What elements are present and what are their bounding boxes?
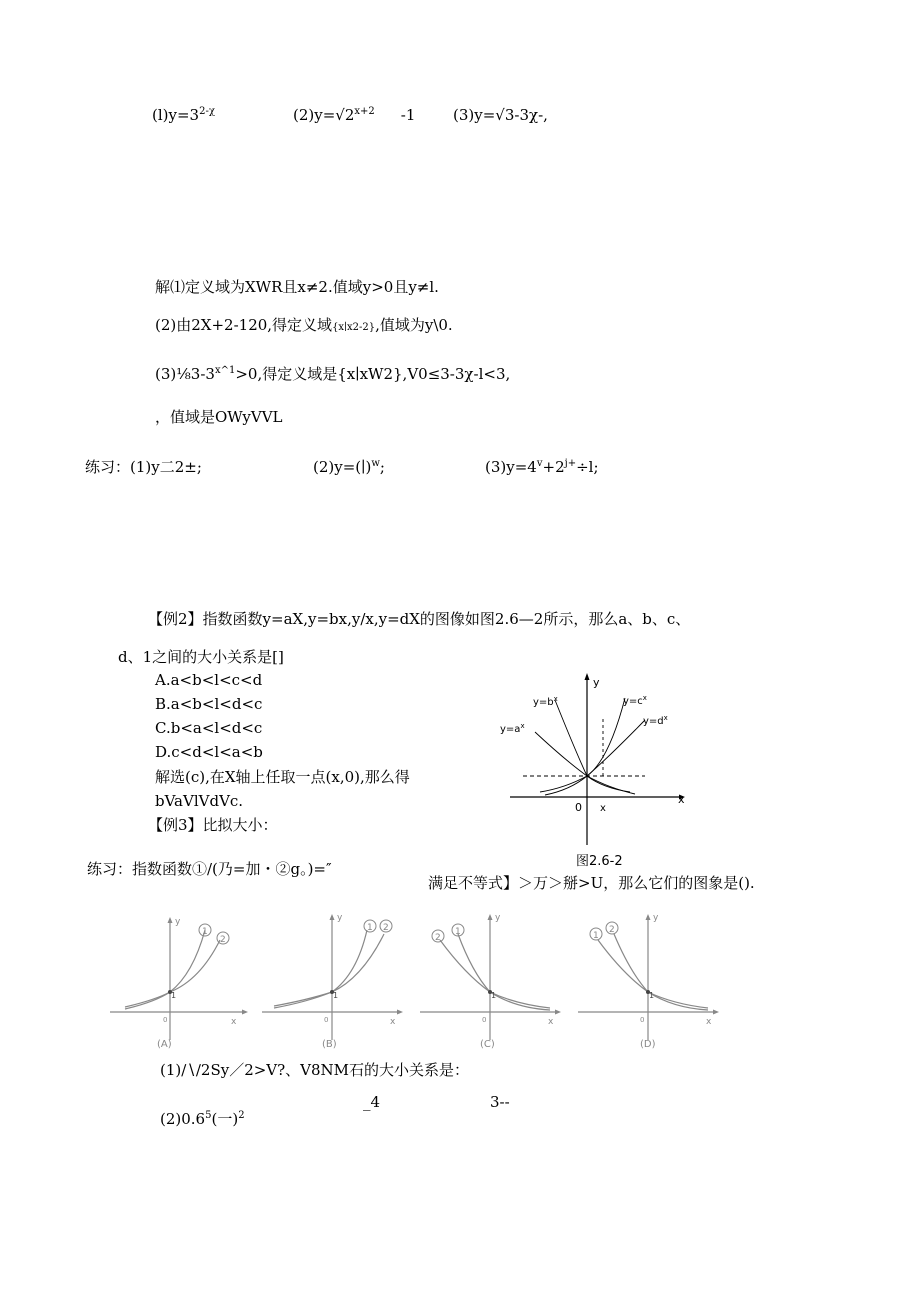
svg-text:0: 0 (324, 1016, 329, 1024)
svg-text:0: 0 (482, 1016, 487, 1024)
graph-label-b: (B) (322, 1039, 337, 1050)
figure-caption: 图2.6-2 (576, 854, 623, 869)
graph-label-c: (C) (480, 1039, 495, 1050)
curve-label-b: $y=b^x$ (533, 695, 558, 708)
svg-text:1: 1 (171, 991, 177, 1000)
svg-text:2: 2 (609, 925, 615, 935)
svg-text:2: 2 (383, 923, 389, 933)
compare-question-1: (1)∕∖∕2Sy／2>V?、V8NM石的大小关系是： (160, 1061, 470, 1079)
compare-fragment-2: 3-- (490, 1093, 510, 1111)
option-a: A.a<b<l<c<d (155, 671, 263, 689)
graph-label-a: (A) (157, 1039, 172, 1050)
graph-option-d (578, 912, 728, 1057)
svg-text:1: 1 (333, 991, 339, 1000)
example-2-solution-line-2: bVaVlVdVc. (155, 792, 244, 810)
figure-2-6-2 (495, 670, 695, 850)
svg-text:1: 1 (649, 991, 655, 1000)
svg-text:2: 2 (435, 933, 441, 943)
option-b: B.a<b<l<d<c (155, 695, 263, 713)
svg-text:x: x (231, 1017, 237, 1027)
function-3: (3)y=√3-3χ-, (453, 106, 548, 124)
figure-x-point-label: x (600, 803, 606, 814)
solution-line-3: $(3)\frac{1}{8}3-3^{x\^{}1}>0$,得定义域是{x∣xW2},V0≤3-3χ-l<3, (155, 365, 511, 383)
function-2: $(2)y=√2^{x+2}$ -1 (293, 106, 416, 124)
svg-text:y: y (337, 913, 343, 923)
option-c: C.b<a<l<d<c (155, 719, 263, 737)
svg-text:y: y (175, 917, 181, 927)
function-1: $(l)y=3^{2-\chi}$ (152, 106, 215, 124)
figure-x-label: x (678, 793, 685, 806)
svg-text:1: 1 (202, 927, 208, 937)
svg-text:1: 1 (593, 931, 599, 941)
curve-label-c: $y=c^x$ (623, 694, 647, 707)
svg-text:1: 1 (367, 923, 373, 933)
svg-text:1: 1 (491, 991, 497, 1000)
practice-1-item-2: (2)y=(∣)$^w$; (313, 458, 385, 476)
practice-2-line-2: 满足不等式】＞万＞掰>U，那么它们的图象是(). (428, 874, 755, 892)
svg-text:0: 0 (163, 1016, 168, 1024)
graph-label-d: (D) (640, 1039, 656, 1050)
figure-origin-label: 0 (575, 801, 582, 814)
svg-text:x: x (548, 1017, 554, 1027)
example-3-title: 【例3】比拟大小： (148, 816, 278, 834)
graph-option-b (262, 912, 412, 1057)
graph-option-a (105, 912, 255, 1057)
example-2-line-2: d、1之间的大小关系是[] (118, 648, 284, 666)
compare-question-2: $(2)0.6^5$(一)$^2$ (160, 1110, 245, 1128)
svg-text:1: 1 (455, 927, 461, 937)
example-2-solution-line-1: 解选(c),在X轴上任取一点(x,0),那么得 (155, 768, 410, 786)
compare-fragment-1: _4 (363, 1093, 381, 1111)
solution-line-4: ，值域是OWyVVL (155, 408, 283, 426)
svg-text:y: y (653, 913, 659, 923)
solution-line-2: (2)由2X+2-120,得定义域{x∣x2-2},值域为y\0. (155, 316, 453, 334)
svg-text:y: y (495, 913, 501, 923)
practice-2-line-1: 练习：指数函数①/(乃=加・②g。)=″ (87, 860, 332, 878)
svg-text:0: 0 (640, 1016, 645, 1024)
curve-label-a: $y=a^x$ (500, 722, 525, 735)
practice-1-item-3: $(3)y=4^v+2^{j+}\div l$; (485, 458, 599, 476)
svg-text:x: x (390, 1017, 396, 1027)
example-2-line-1: 【例2】指数函数y=aX,y=bx,y/x,y=dX的图像如图2.6—2所示，那么a、b、c、 (148, 610, 691, 628)
svg-text:2: 2 (220, 935, 226, 945)
curve-label-d: $y=d^x$ (643, 714, 668, 727)
practice-1-item-1: 练习：(1)y二2±; (85, 458, 202, 476)
solution-line-1: 解⑴定义域为XWR且x≠2.值域y>0且y≠l. (155, 278, 439, 296)
figure-y-label: y (593, 676, 600, 689)
option-d: D.c<d<l<a<b (155, 743, 263, 761)
graph-option-c (420, 912, 570, 1057)
svg-text:x: x (706, 1017, 712, 1027)
